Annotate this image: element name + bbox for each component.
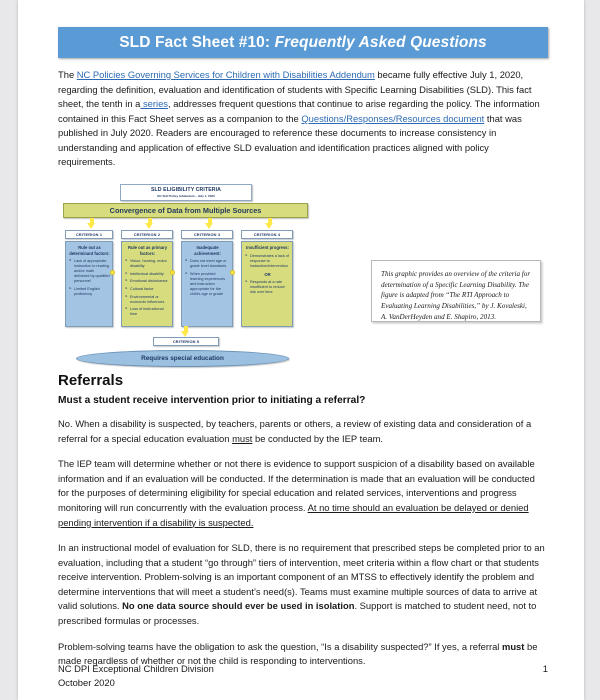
p2-underlined: At no time should an evaluation be delayed or denied pending intervention if a disability is suspected. [58,501,529,528]
sld-eligibility-diagram [58,182,548,372]
page-content [58,0,548,669]
p3-bold: No one data source should ever be used in isolation [122,600,355,612]
criterion-1-column [65,230,113,327]
criterion-3-column [181,230,233,327]
p1-text-b: be conducted by the IEP team. [252,432,384,444]
convergence-label: Convergence of Data from Multiple Sources [109,206,262,216]
down-arrow-icon-4 [265,218,274,229]
connector-dot [110,270,115,275]
page-title-italic: Frequently Asked Questions [274,33,487,51]
criterion-1-item: ➤ Limited English proficiency [69,287,110,297]
p3-text-b: . Support is matched to student need, not to prescribed formulas or processes. [58,600,537,626]
paragraph-spacer [58,629,548,640]
criterion-4-header-label: CRITERION 4 [253,232,281,238]
diagram-title-box [120,184,252,201]
criterion-2-title: Rule out as primary factors: [127,245,168,256]
diagram-title: SLD ELIGIBILITY CRITERIA [150,187,222,194]
criterion-1-header [65,230,113,239]
footer-org: NC DPI Exceptional Children Division [58,663,214,674]
page-footer [58,662,548,690]
page-title [119,34,487,52]
criterion-3-header [181,230,233,239]
document-page [18,0,584,700]
diagram-flowchart [63,182,308,368]
criterion-3-item: ➤ Does not meet age or grade level standards [185,259,230,269]
p1-underlined: must [232,432,253,444]
criterion-3-header-label: CRITERION 3 [193,232,221,238]
connector-dot [230,270,235,275]
referrals-paragraph-1 [58,417,548,446]
p4-bold: must [501,640,525,652]
faq-question: Must a student receive intervention prior to initiating a referral? [58,395,366,407]
link-series[interactable]: series [140,98,168,110]
referrals-paragraph-3 [58,541,548,628]
paragraph-spacer [58,530,548,541]
criterion-5-header-label: CRITERION 5 [172,339,200,345]
criterion-2-item: ➤ Cultural factor [125,287,170,292]
section-heading-referrals: Referrals [58,372,124,390]
p1-text-a: No. When a disability is suspected, by teachers, parents or others, a review of existing data and consideration of a referral for a special education evaluation [58,418,532,444]
intro-paragraph [58,68,548,170]
criterion-2-body [121,241,173,327]
criterion-4-title: Insufficient progress: [246,245,289,251]
criterion-3-item: ➤ When provided learning experiences and instruction appropriate for the child's age or grade [185,272,230,298]
convergence-bar [63,203,308,218]
criterion-2-item: ➤ Vision, hearing, motor disability [125,259,170,269]
criterion-2-column [121,230,173,327]
requires-special-education-ellipse [76,350,289,367]
down-arrow-icon-2 [145,218,154,229]
paragraph-spacer [58,446,548,457]
diagram-subtitle: NC SLD Policy Addendum – July 1, 2020 [157,194,215,199]
page-title-main: SLD Fact Sheet #10: [119,33,271,51]
p4-text-b: be made regardless of whether or not the child is responding to interventions. [58,640,538,667]
criterion-1-title: Rule out as determinant factors: [69,245,110,256]
p4-text-a: Problem-solving teams have the obligation to ask the question, “Is a disability suspected?” If yes, a referral [58,640,502,652]
criterion-4-item: ➤ Responds at a rate insufficient to reduce risk over time [245,280,290,295]
criterion-1-item: ➤ Lack of appropriate instruction in reading and/or math delivered by qualified personnel [69,259,110,285]
criterion-2-header-label: CRITERION 2 [133,232,161,238]
criterion-2-item: ➤ Emotional disturbance [125,279,170,284]
criterion-2-header [121,230,173,239]
footer-date: October 2020 [58,677,115,689]
link-qrr-document[interactable]: Questions/Responses/Resources document [301,112,485,124]
referrals-paragraph-2 [58,457,548,530]
down-arrow-icon-3 [205,218,214,229]
criterion-4-column [241,230,293,327]
p3-text-a: In an instructional model of evaluation for SLD, there is no requirement that prescribed steps be completed prior to an evaluation, including that a student “go through” tiers of intervention, meet criteria within a flow chart or that students receive intervention. Problem-solving is an important component of an MTSS to effectively identify the problem and determine interventions that will meet a student’s need(s). Teams must examine multiple sources of data to arrive at valid solutions. [58,542,545,612]
footer-page-number: 1 [542,663,548,674]
down-arrow-icon-1 [87,218,96,229]
link-policy-addendum[interactable]: NC Policies Governing Services for Children with Disabilities Addendum [76,69,375,80]
criterion-2-item: ➤ Environmental or economic influences [125,295,170,305]
down-arrow-icon-5 [181,326,190,337]
connector-dot [170,270,175,275]
criterion-2-item: ➤ Intellectual disability [125,272,170,277]
footer-left [58,662,214,690]
criterion-5-box [153,337,219,346]
criterion-4-body [241,241,293,327]
criterion-3-body [181,241,233,327]
criterion-4-item: ➤ Demonstrates a lack of response to instruction/intervention [245,254,290,269]
callout-text: This graphic provides an overview of the criteria for determination of a Specific Learning Disability. The figure is adapted from “The RTI Approach to Evaluating Learning Disabilities,” by J. Kovaleski, A. VanDerHeyden and E. Shapiro, 2013. [381,270,531,321]
criterion-4-header [241,230,293,239]
intro-text-1: The [58,69,77,80]
criterion-4-or-label: OR [264,271,271,277]
criterion-1-body [65,241,113,327]
p2-text-a: The IEP team will determine whether or not there is evidence to support suspicion of a disability based on available information and if an evaluation will be conducted. If the determination is made that an evaluation will be conducted for the purposes of determining eligibility for special education and related services, interventions and progress monitoring will run concurrently with the evaluation process. [58,458,535,513]
graphic-source-callout [371,260,541,322]
intro-text-3: , addresses frequent questions that continue to arise regarding the policy. The information contained in this Fact Sheet serves as a companion to the [58,98,540,124]
criterion-3-title: Inadequate achievement: [194,245,221,256]
criterion-1-header-label: CRITERION 1 [75,232,103,238]
criterion-2-item: ➤ Loss of instructional time [125,307,170,317]
intro-text-2: became fully effective July 1, 2020, regarding the definition, evaluation and identification of students with Specific Learning Disabilities (SLD). This fact sheet, the tenth in a [58,69,532,110]
criterion-5-label: Requires special education [141,355,224,363]
intro-text-4: that was published in July 2020. Readers are encouraged to reference these documents to increase consistency in understanding and application of effective SLD evaluation and identification practices aligned with policy requirements. [58,112,522,168]
title-banner [58,27,548,58]
